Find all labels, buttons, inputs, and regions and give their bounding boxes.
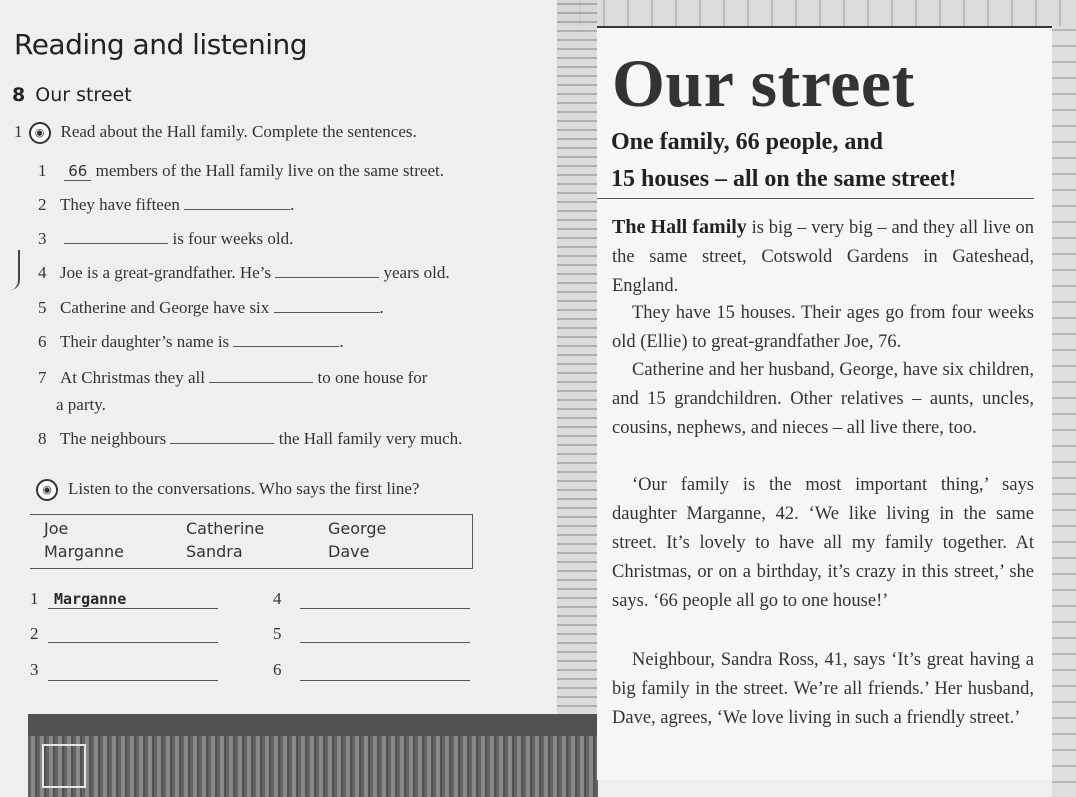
answer-number-3: 3 [30,660,39,679]
article-subtitle [611,124,1041,198]
photo-window [42,744,86,788]
sentence-7 [38,368,427,388]
sentence-8 [38,429,462,449]
sentence-punct: . [290,195,295,214]
sentence-text: Their daughter’s name is [60,332,230,351]
answer-number-4: 4 [273,589,282,608]
sentence-number: 1 [38,161,47,180]
sentence-6 [38,332,344,352]
sentence-text: is four weeks old. [172,229,294,248]
answer-number-6: 6 [273,660,282,679]
sentence-1 [38,161,444,181]
unit-title [12,84,132,106]
article-title: Our street [612,45,915,121]
subtitle-line-2: 15 houses – all on the same street! [611,166,957,192]
exercise-2-instruction [30,479,419,501]
brick-border-top [557,0,1076,26]
subtitle-line-1: One family, 66 people, and [611,129,884,155]
sentence-5 [38,298,384,318]
article-paragraph-2: They have 15 houses. Their ages go from four weeks old (Ellie) to great-grandfather Joe, 76. [612,303,1034,352]
article-paragraph-5: Neighbour, Sandra Ross, 41, says ‘It’s great having a big family in the street. We’re all friends.’ Her husband, Dave, agrees, ‘We love living in such a friendly street.’ [612,650,1034,728]
brick-border-right [1052,26,1076,797]
name-option: Joe [44,519,69,538]
unit-title-text: Our street [35,84,132,106]
article-text: is big – very big – and they all live on the same street, Cotswold Gardens in Gateshead, England. [612,218,1034,296]
photo-roof [28,714,598,736]
sentence-text: They have fifteen [60,195,180,214]
answer-value-1[interactable]: Marganne [54,590,127,608]
brick-border-left [557,0,597,714]
answer-line-5[interactable] [300,641,470,643]
sentence-2 [38,195,294,215]
answer-line-1 [48,607,218,609]
answer-field-7[interactable] [209,368,313,383]
sentence-number: 5 [38,298,47,317]
name-option: Catherine [186,519,265,538]
article-paragraph-3: Catherine and her husband, George, have six children, and 15 grandchildren. Other relatives – aunts, uncles, cousins, nephews, and nieces – all live there, too. [612,360,1034,438]
street-photo [28,714,598,797]
unit-number: 8 [12,84,26,106]
sentence-number: 8 [38,429,47,448]
sentence-number: 2 [38,195,47,214]
answer-field-1[interactable]: 66 [64,162,91,181]
name-option: Marganne [44,542,124,561]
answer-field-4[interactable] [275,263,379,278]
sentence-number: 3 [38,229,47,248]
answer-number-1: 1 [30,589,39,608]
answer-line-4[interactable] [300,607,470,609]
sentence-7-continued: a party. [56,395,106,414]
article-divider [597,198,1034,199]
answer-field-6[interactable] [233,332,339,347]
exercise-2-text: Listen to the conversations. Who says the first line? [68,479,420,498]
pencil-mark [6,250,20,290]
answer-field-5[interactable] [274,298,380,313]
listening-icon: ◉ [36,479,58,501]
answer-line-3[interactable] [48,679,218,681]
answer-line-2[interactable] [48,641,218,643]
reading-icon: ◉ [29,122,51,144]
sentence-text-after: the Hall family very much. [278,429,463,448]
sentence-text: members of the Hall family live on the same street. [95,161,444,180]
sentence-number: 4 [38,263,47,282]
sentence-text: The neighbours [60,429,167,448]
exercise-1-number: 1 [14,122,23,141]
article-paragraph-4: ‘Our family is the most important thing,’ says daughter Marganne, 42. ‘We like living in the same street. It’s lovely to have all my family together. At Christmas, or on a birthday, it’s crazy in this street,’ she says. ‘66 people all go to one house!’ [612,475,1034,611]
sentence-number: 7 [38,368,47,387]
name-option: George [328,519,387,538]
sentence-text: Catherine and George have six [60,298,270,317]
sentence-text-after: to one house for [317,368,428,387]
sentence-text: At Christmas they all [60,368,205,387]
sentence-punct: . [379,298,384,317]
sentence-text: Joe is a great-grandfather. He’s [60,263,271,282]
answer-field-2[interactable] [184,195,290,210]
sentence-text-after: years old. [383,263,450,282]
answer-number-5: 5 [273,624,282,643]
sentence-3 [38,229,293,249]
article-paragraph-1 [612,213,1034,301]
sentence-number: 6 [38,332,47,351]
answer-field-3[interactable] [64,229,168,244]
exercise-1-instruction [14,122,417,144]
answer-line-6[interactable] [300,679,470,681]
answer-number-2: 2 [30,624,39,643]
name-option: Sandra [186,542,243,561]
answer-field-8[interactable] [170,429,274,444]
sentence-punct: . [339,332,344,351]
section-heading: Reading and listening [14,28,308,61]
exercise-1-text: Read about the Hall family. Complete the sentences. [60,122,417,141]
article-lead: The Hall family [612,216,747,238]
name-option: Dave [328,542,370,561]
sentence-4 [38,263,450,283]
